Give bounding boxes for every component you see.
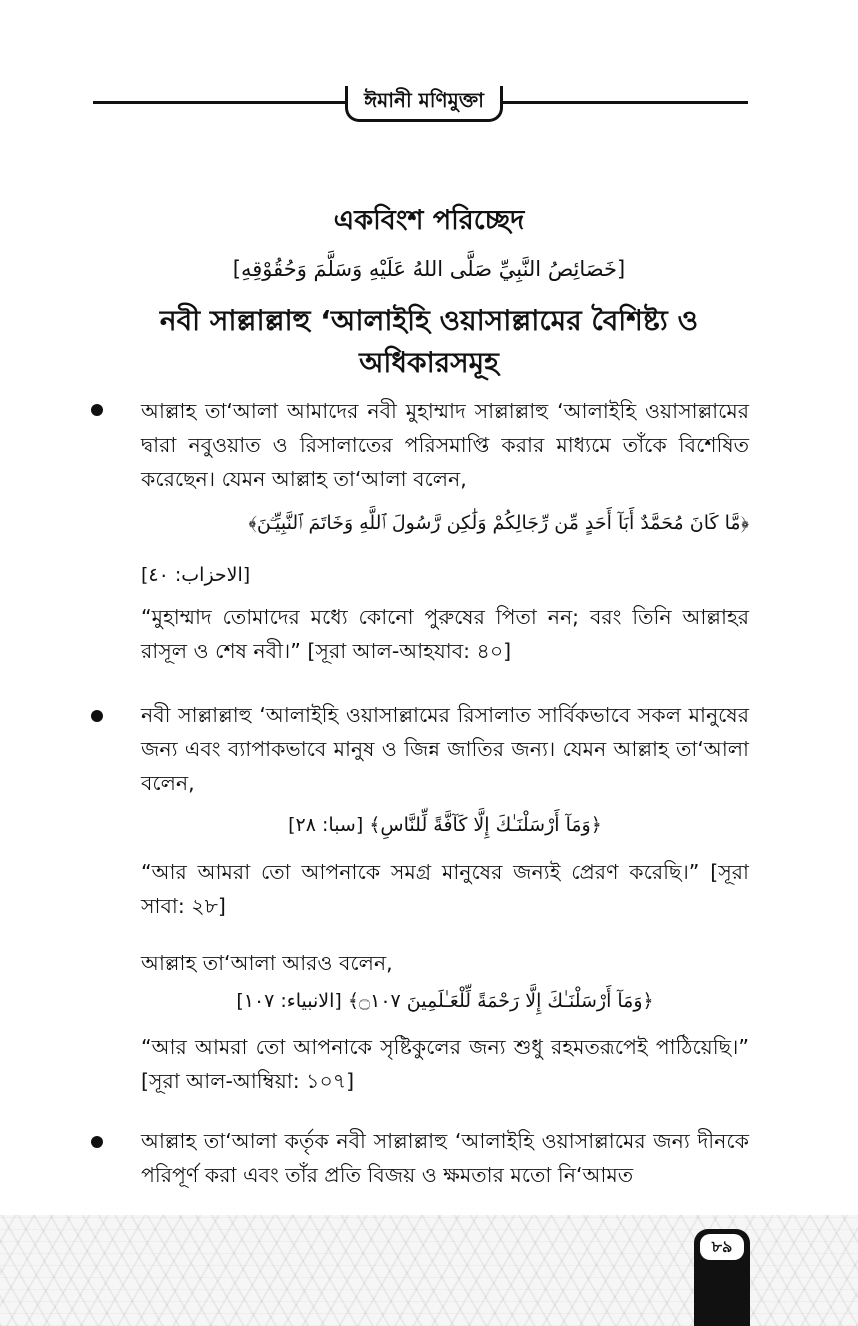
section-2-quran-verse-2: ﴿وَمَآ أَرْسَلْنَـٰكَ إِلَّا رَحْمَةً لِّلْعَـٰلَمِينَ ۝١٠٧﴾ [الانبياء: ١٠٧] [236, 990, 654, 1012]
bullet-point [91, 710, 103, 722]
section-1-verse-reference: [الاحزاب: ٤٠] [141, 564, 251, 586]
arabic-chapter-title: [خَصَائِصُ النَّبِيِّ صَلَّى اللهُ عَلَيْهِ وَسَلَّمَ وَحُقُوْقِهِ] [232, 257, 626, 281]
running-header-book-title: ঈমানী মণিমুক্তা [345, 86, 503, 122]
section-2-text: নবী সাল্লাল্লাহু ‘আলাইহি ওয়াসাল্লামের রিসালাত সার্বিকভাবে সকল মানুষের জন্য এবং ব্যাপাকভাবে মানুষ ও জিন্ন জাতির জন্য। যেমন আল্লাহ তা‘আলা বলেন, [141, 703, 749, 795]
bullet-point [91, 404, 103, 416]
header-rule-left [93, 101, 350, 104]
chapter-title-line-1: নবী সাল্লাল্লাহু ‘আলাইহি ওয়াসাল্লামের বৈশিষ্ট্য ও [159, 304, 699, 337]
section-2-translation: “আর আমরা তো আপনাকে সমগ্র মানুষের জন্যই প্রেরণ করেছি।” [সূরা সাবা: ২৮] [141, 860, 749, 918]
bullet-point [91, 1136, 103, 1148]
section-1-text: আল্লাহ তা‘আলা আমাদের নবী মুহাম্মাদ সাল্লাল্লাহু ‘আলাইহি ওয়াসাল্লামের দ্বারা নবুওয়াত ও রিসালাতের পরিসমাপ্তি করার মাধ্যমে তাঁকে বিশেষিত করেছেন। যেমন আল্লাহ তা‘আলা বলেন, [141, 399, 749, 491]
chapter-title [100, 300, 758, 384]
section-2-translation-2: “আর আমরা তো আপনাকে সৃষ্টিকুলের জন্য শুধু রহমতরূপেই পাঠিয়েছি।” [সূরা আল-আম্বিয়া: ১০৭] [141, 1035, 749, 1093]
chapter-title-line-2: অধিকারসমূহ [359, 346, 499, 379]
section-3-text: আল্লাহ তা‘আলা কর্তৃক নবী সাল্লাল্লাহু ‘আলাইহি ওয়াসাল্লামের জন্য দীনকে পরিপূর্ণ করা এবং তাঁর প্রতি বিজয় ও ক্ষমতার মতো নি‘আমত [141, 1129, 749, 1187]
header-rule-right [500, 101, 748, 104]
section-1-translation: “মুহাম্মাদ তোমাদের মধ্যে কোনো পুরুষের পিতা নন; বরং তিনি আল্লাহর রাসূল ও শেষ নবী।” [সূরা আল-আহযাব: ৪০] [141, 605, 749, 663]
section-2-continuation: আল্লাহ তা‘আলা আরও বলেন, [141, 951, 393, 975]
section-2-quran-verse: ﴿وَمَآ أَرْسَلْنَـٰكَ إِلَّا كَآفَّةً لِّلنَّاسِ﴾ [سبا: ٢٨] [288, 814, 602, 836]
chapter-heading: একবিংশ পরিচ্ছেদ [333, 205, 525, 236]
page-number: ৮৯ [700, 1234, 744, 1260]
section-1-quran-verse: ﴿مَّا كَانَ مُحَمَّدٌ أَبَآ أَحَدٍ مِّن رِّجَالِكُمْ وَلَٰكِن رَّسُولَ ٱللَّهِ وَخَاتَمَ ٱلنَّبِيِّـۧنَ﴾ [248, 512, 749, 534]
